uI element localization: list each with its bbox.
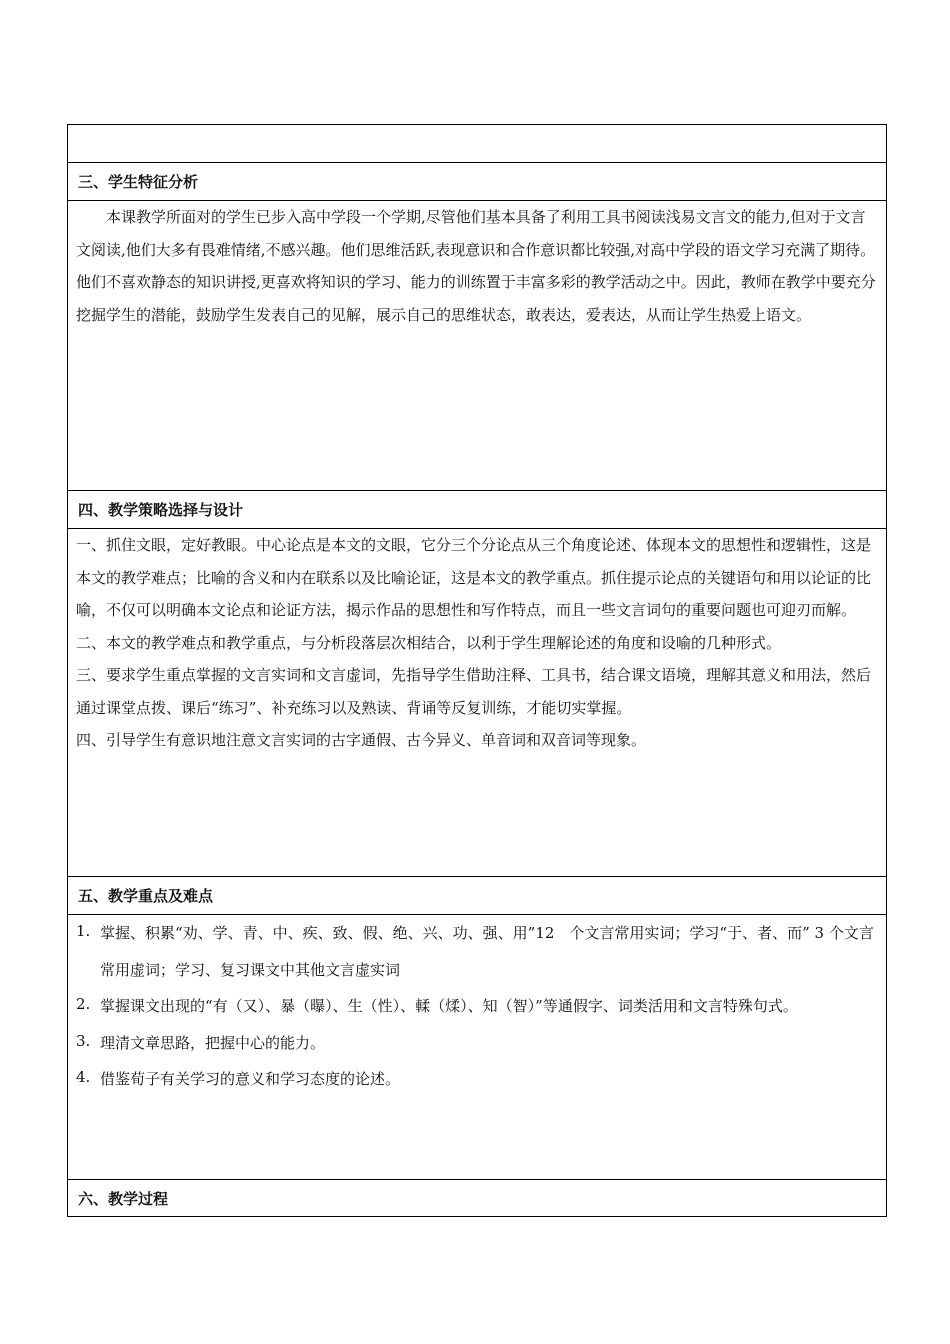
section-5-body bbox=[68, 915, 886, 1180]
list-item bbox=[76, 915, 878, 988]
list-number: 2. bbox=[76, 995, 91, 1013]
section-3-header bbox=[68, 163, 886, 201]
list-number: 4. bbox=[76, 1068, 91, 1086]
section-4-paragraph-1: 一、抓住文眼，定好教眼。中心论点是本文的文眼，它分三个分论点从三个角度论述、体现本文的思想性和逻辑性，这是本文的教学难点；比喻的含义和内在联系以及比喻论证，这是本文的教学重点。抓住提示论点的关键语句和用以论证的比喻，不仅可以明确本文论点和论证方法，揭示作品的思想性和写作特点，而且一些文言词句的重要问题也可迎刃而解。 bbox=[76, 536, 872, 619]
section-4-paragraph-3: 三、要求学生重点掌握的文言实词和文言虚词，先指导学生借助注释、工具书，结合课文语境，理解其意义和用法，然后通过课堂点拨、课后“练习”、补充练习以及熟读、背诵等反复训练，才能切实掌握。 bbox=[76, 666, 872, 717]
section-3-text: 本课教学所面对的学生已步入高中学段一个学期,尽管他们基本具备了利用工具书阅读浅易文言文的能力,但对于文言文阅读,他们大多有畏难情绪,不感兴趣。他们思维活跃,表现意识和合作意识都比较强,对高中学段的语文学习充满了期待。他们不喜欢静态的知识讲授,更喜欢将知识的学习、能力的训练置于丰富多彩的教学活动之中。因此，教师在教学中要充分挖掘学生的潜能，鼓励学生发表自己的见解，展示自己的思维状态，敢表达，爱表达，从而让学生热爱上语文。 bbox=[76, 208, 876, 324]
list-item bbox=[76, 988, 878, 1025]
section-6-title: 六、教学过程 bbox=[78, 1189, 169, 1208]
list-item bbox=[76, 1061, 878, 1098]
section-5-title: 五、教学重点及难点 bbox=[78, 887, 214, 905]
section-6-header bbox=[68, 1180, 886, 1216]
list-text: 借鉴荀子有关学习的意义和学习态度的论述。 bbox=[100, 1070, 401, 1088]
section-4-paragraph-2: 二、本文的教学难点和教学重点，与分析段落层次相结合，以利于学生理解论述的角度和设喻的几种形式。 bbox=[76, 633, 782, 652]
list-number: 1. bbox=[76, 922, 91, 940]
list-text: 理清文章思路，把握中心的能力。 bbox=[100, 1033, 326, 1052]
list-text: 掌握课文出现的“有（又）、暴（曝）、生（性）、輮（煣）、知（智）”等通假字、词类活用和文言特殊句式。 bbox=[100, 997, 798, 1015]
section-3-title: 三、学生特征分析 bbox=[78, 173, 199, 191]
list-item bbox=[76, 1025, 878, 1062]
list-text: 掌握、积累“劝、学、青、中、疾、致、假、绝、兴、功、强、用”12 个文言常用实词；学习“于、者、而” 3 个文言常用虚词；学习、复习课文中其他文言虚实词 bbox=[100, 924, 874, 979]
section-4-header bbox=[68, 491, 886, 529]
empty-top-row bbox=[68, 125, 886, 163]
lesson-plan-table bbox=[67, 124, 887, 1217]
list-number: 3. bbox=[76, 1031, 91, 1050]
section-4-paragraph-4: 四、引导学生有意识地注意文言实词的古字通假、古今异义、单音词和双音词等现象。 bbox=[76, 731, 647, 749]
section-3-body bbox=[68, 201, 886, 491]
section-5-header bbox=[68, 877, 886, 915]
section-4-body bbox=[68, 529, 886, 877]
section-4-title: 四、教学策略选择与设计 bbox=[78, 501, 244, 519]
